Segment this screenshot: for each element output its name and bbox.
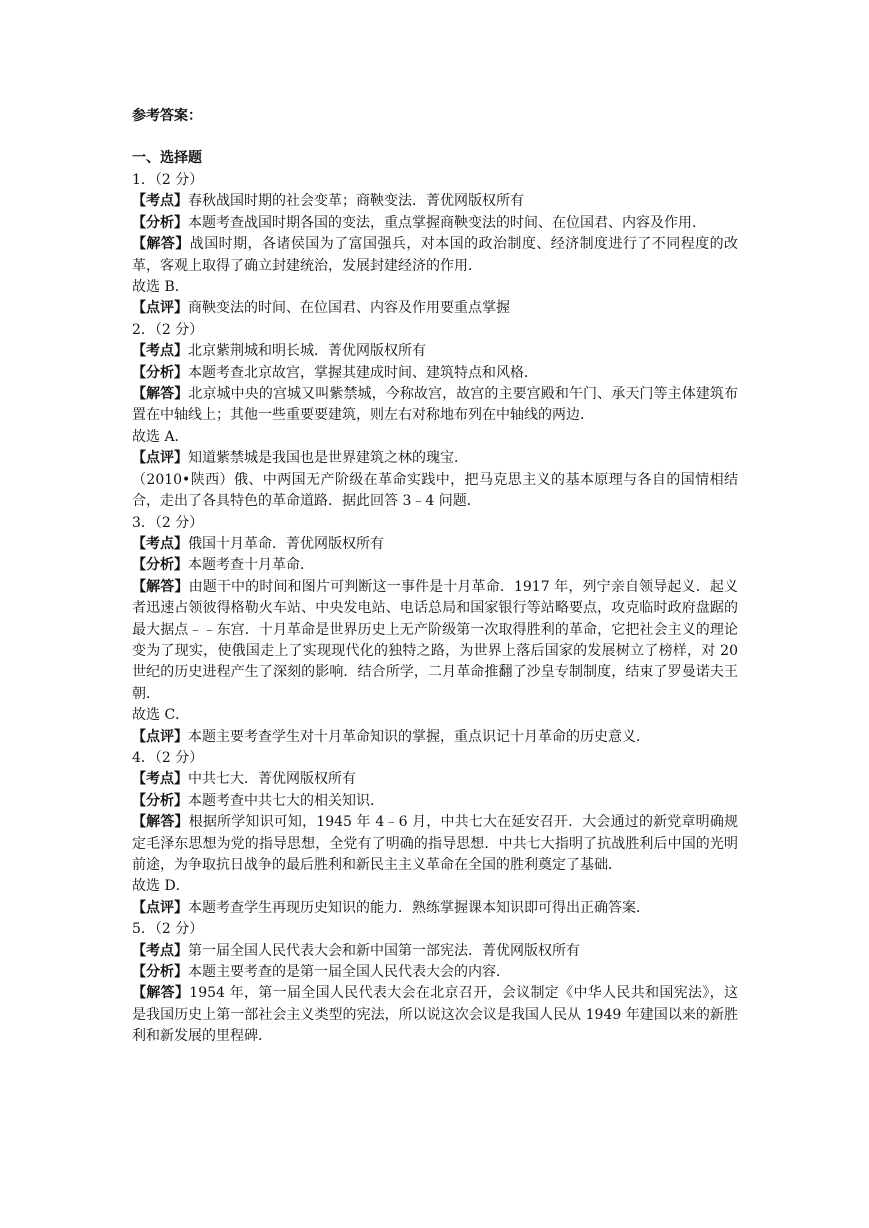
- question-line: 故选 D．: [132, 878, 190, 895]
- entry-text: 本题主要考查的是第一届全国人民代表大会的内容．: [188, 964, 510, 981]
- answer-entry: [132, 577, 738, 705]
- answer-entry: [132, 363, 738, 384]
- entry-tag: 【点评】: [132, 300, 188, 317]
- entry-tag: 【考点】: [132, 193, 188, 210]
- answer-entry: [132, 727, 738, 748]
- answer-entry: [132, 448, 738, 469]
- answer-content: [132, 170, 738, 1048]
- question-line: 故选 B．: [132, 279, 189, 296]
- question-stem: （2010•陕西）俄、中两国无产阶级在革命实践中，把马克思主义的基本原理与各自的国情相结合，走出了各具特色的革命道路．据此回答 3﹣4 问题．: [132, 471, 738, 510]
- entry-tag: 【解答】: [132, 814, 189, 831]
- entry-text: 第一届全国人民代表大会和新中国第一部宪法．菁优网版权所有: [188, 942, 580, 959]
- section-title: 一、选择题: [132, 150, 202, 166]
- answer-entry: [132, 769, 738, 790]
- question-line: 1．（2 分）: [132, 172, 204, 188]
- answer-entry: [132, 941, 738, 962]
- entry-tag: 【解答】: [132, 985, 190, 1002]
- entry-text: 战国时期，各诸侯国为了富国强兵，对本国的政治制度、经济制度进行了不同程度的改革，客观上取得了确立封建统治，发展封建经济的作用．: [132, 236, 739, 274]
- answer-entry: [132, 191, 738, 212]
- entry-tag: 【解答】: [132, 578, 189, 595]
- answer-entry: [132, 341, 738, 362]
- answer-entry: [132, 983, 738, 1047]
- entry-text: 商鞅变法的时间、在位国君、内容及作用要重点掌握: [188, 300, 510, 317]
- question-line: 3．（2 分）: [132, 514, 204, 531]
- entry-tag: 【分析】: [132, 557, 188, 574]
- entry-tag: 【考点】: [132, 343, 188, 360]
- entry-text: 本题考查北京故宫，掌握其建成时间、建筑特点和风格．: [188, 364, 538, 381]
- answer-entry: [132, 234, 738, 277]
- entry-text: 本题考查学生再现历史知识的能力．熟练掌握课本知识即可得出正确答案．: [188, 899, 650, 916]
- entry-tag: 【点评】: [132, 728, 188, 745]
- entry-text: 本题考查十月革命．: [188, 557, 314, 574]
- answer-entry: [132, 898, 738, 919]
- question-line: 故选 A．: [132, 428, 189, 445]
- answer-document: [132, 106, 738, 1048]
- answer-entry: [132, 791, 738, 812]
- answer-entry: [132, 534, 738, 555]
- entry-text: 由题干中的时间和图片可判断这一事件是十月革命．1917 年，列宁亲自领导起义．起义者迅速占领彼得格勒火车站、中央发电站、电话总局和国家银行等站略要点，攻克临时政府盘踞的最大据点﹣﹣东宫．十月革命是世界历史上无产阶级第一次取得胜利的革命，它把社会主义的理论变为了现实，使俄国走上了实现现代化的独特之路，为世界上落后国家的发展树立了榜样，对 20 世纪的历史进程产生了深刻的影响．结合所学，二月革命推翻了沙皇专制制度，结束了罗曼诺夫王朝．: [132, 578, 739, 702]
- question-line: 2．（2 分）: [132, 321, 204, 338]
- entry-tag: 【解答】: [132, 386, 189, 403]
- entry-tag: 【考点】: [132, 535, 188, 552]
- answer-entry: [132, 555, 738, 576]
- answer-title: 参考答案：: [132, 108, 202, 124]
- question-line: 4．（2 分）: [132, 749, 204, 766]
- answer-entry: [132, 298, 738, 319]
- entry-tag: 【点评】: [132, 899, 188, 916]
- entry-text: 知道紫禁城是我国也是世界建筑之林的瑰宝．: [188, 450, 468, 467]
- entry-text: 本题考查战国时期各国的变法，重点掌握商鞅变法的时间、在位国君、内容及作用．: [188, 214, 706, 231]
- entry-text: 北京城中央的宫城又叫紫禁城，今称故宫，故宫的主要宫殿和午门、承天门等主体建筑布置在中轴线上；其他一些重要要建筑，则左右对称地布列在中轴线的两边．: [132, 386, 739, 424]
- question-line: 5．（2 分）: [132, 921, 204, 938]
- entry-tag: 【分析】: [132, 964, 188, 981]
- entry-text: 俄国十月革命．菁优网版权所有: [188, 535, 384, 552]
- answer-entry: [132, 384, 738, 427]
- entry-tag: 【解答】: [132, 236, 190, 253]
- entry-tag: 【考点】: [132, 771, 188, 788]
- entry-text: 1954 年，第一届全国人民代表大会在北京召开，会议制定《中华人民共和国宪法》，这是我国历史上第一部社会主义类型的宪法，所以说这次会议是我国人民从 1949 年建国以来的新胜利和新发展的里程碑．: [132, 985, 739, 1045]
- answer-entry: [132, 213, 738, 234]
- entry-tag: 【考点】: [132, 942, 188, 959]
- entry-tag: 【分析】: [132, 792, 188, 809]
- entry-tag: 【分析】: [132, 214, 188, 231]
- entry-tag: 【点评】: [132, 450, 188, 467]
- entry-text: 春秋战国时期的社会变革；商鞅变法．菁优网版权所有: [188, 193, 524, 210]
- entry-text: 本题主要考查学生对十月革命知识的掌握，重点识记十月革命的历史意义．: [188, 728, 650, 745]
- answer-entry: [132, 962, 738, 983]
- entry-text: 根据所学知识可知，1945 年 4﹣6 月，中共七大在延安召开．大会通过的新党章明确规定毛泽东思想为党的指导思想，全党有了明确的指导思想．中共七大指明了抗战胜利后中国的光明前途，为争取抗日战争的最后胜利和新民主主义革命在全国的胜利奠定了基础．: [132, 814, 738, 873]
- question-line: 故选 C．: [132, 707, 190, 724]
- entry-text: 本题考查中共七大的相关知识．: [188, 792, 384, 809]
- entry-text: 中共七大．菁优网版权所有: [188, 771, 356, 788]
- answer-entry: [132, 812, 738, 876]
- entry-text: 北京紫荆城和明长城．菁优网版权所有: [188, 343, 426, 360]
- entry-tag: 【分析】: [132, 364, 188, 381]
